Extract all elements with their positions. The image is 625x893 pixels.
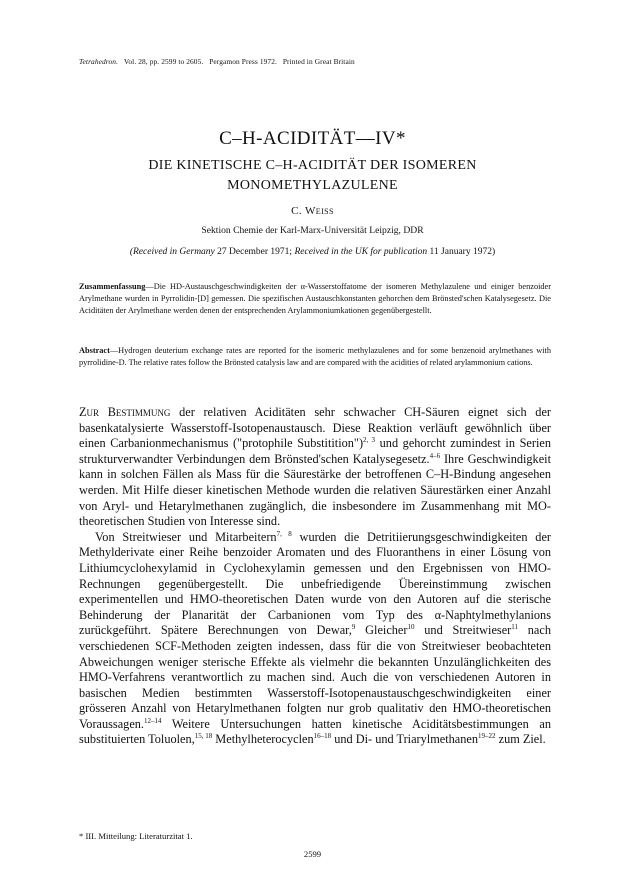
paragraph-1-text-b: und gehorcht zumindest in Serien strukturverwandter Verbindungen dem Brönsted'schen Katalysegesetz. bbox=[79, 436, 551, 466]
paragraph-2-text-h: und Di- und Triarylmethanen bbox=[331, 732, 479, 747]
journal-printed: Printed in Great Britain bbox=[282, 57, 355, 66]
paragraph-2-text-e: nach verschiedenen SCF-Methoden zeigten indessen, dass für die von Streitwieser beobachteten Abweichungen weniger sterische Effekte als vielmehr die bekannten Unzulänglichkeiten des HMO-Verfahrens verantwortlich zu machen sind. Auch die von verschiedenen Autoren in basischen Medien bestimmten Wasserstoff-Isotopenaustauschgeschwindigkeiten einer grösseren Anzahl von Hetarylmethanen folgten nur grob qualitativ den HMO-theoretischen Voraussagen. bbox=[79, 623, 551, 731]
paragraph-2-text-c: Gleicher bbox=[355, 623, 408, 638]
paragraph-2-text-d: und Streitwieser bbox=[414, 623, 512, 638]
received-dates bbox=[0, 247, 625, 257]
body-text bbox=[79, 405, 551, 748]
abstract-german-text: —Die HD-Austauschgeschwindigkeiten der α-Wasserstoffatome der isomeren Methylazulene und einiger benzoider Arylmethane wurden in Pyrrolidin-[D] gemessen. Die spezifischen Austauschkonstanten gehorchen dem Brönsted'schen Katalysegesetz. Die Aciditäten der Arylmethane werden denen der entsprechenden Arylammoniumkationen gegenübergestellt. bbox=[79, 282, 551, 316]
author-name: C. Weiss bbox=[291, 205, 334, 217]
reference-marker: 7, 8 bbox=[276, 529, 292, 538]
paragraph-2-text-i: zum Ziel. bbox=[495, 732, 546, 747]
author-affiliation: Sektion Chemie der Karl-Marx-Universität Leipzig, DDR bbox=[201, 225, 424, 236]
reference-marker: 10 bbox=[407, 623, 415, 632]
footnote: * III. Mitteilung: Literaturzitat 1. bbox=[79, 831, 193, 841]
paragraph-2 bbox=[79, 530, 551, 748]
paragraph-1-text-c: Ihre Geschwindigkeit kann in solchen Fällen als Mass für die Säurestärke der betroffenen C–H-Bindung angesehen werden. Mit Hilfe dieser kinetischen Methode wurden die relativen Säurestärken einer Anzahl von Aryl- und Hetarylmethanen zugänglich, die insbesondere im Zusammenhang mit MO-theoretischen Studien von Interesse sind. bbox=[79, 451, 551, 529]
subtitle-line-1: DIE KINETISCHE C–H-ACIDITÄT DER ISOMEREN bbox=[148, 158, 477, 173]
journal-publisher: Pergamon Press 1972. bbox=[209, 57, 277, 66]
received-date-1: 27 December 1971; bbox=[217, 247, 293, 257]
paragraph-1-text-a: der relativen Aciditäten sehr schwacher CH-Säuren eignet sich der basenkatalysierte Wasserstoff-Isotopenaustausch. Diese Reaktion verläuft gewöhnlich über einen Carbanionmechanismus ("protophile Substitition") bbox=[79, 405, 551, 451]
paragraph-2-text-g: Methylheterocyclen bbox=[212, 732, 314, 747]
paragraph-2-text-a: Von Streitwieser und Mitarbeitern bbox=[95, 529, 277, 544]
paper-subtitle bbox=[0, 156, 625, 196]
abstract-german bbox=[79, 281, 551, 318]
received-part-1: (Received in Germany bbox=[129, 247, 215, 257]
journal-citation: Vol. 28, pp. 2599 to 2605. bbox=[123, 57, 204, 66]
subtitle-line-2: MONOMETHYLAZULENE bbox=[227, 178, 398, 193]
paragraph-2-text-f: Weitere Untersuchungen hatten kinetische Aciditätsbestimmungen an substituierten Toluolen, bbox=[79, 716, 551, 747]
paper-title: C–H-ACIDITÄT—IV* bbox=[219, 128, 406, 149]
abstract-english-text: —Hydrogen deuterium exchange rates are reported for the isomeric methylazulenes and for some benzenoid arylmethanes with pyrrolidine-D. The relative rates follow the Brönsted catalysis law and are compared with the acidities of related arylammonium cations. bbox=[79, 346, 551, 368]
reference-marker: 19–22 bbox=[478, 732, 496, 741]
reference-marker: 9 bbox=[351, 623, 356, 632]
reference-marker: 4–6 bbox=[429, 451, 441, 460]
reference-marker: 15, 18 bbox=[194, 732, 213, 741]
reference-marker: 12–14 bbox=[144, 716, 162, 725]
paragraph-2-text-b: wurden die Detritiierungsgeschwindigkeiten der Methylderivate einer Reihe benzoider Aromaten und des Fluoranthens in einer Lösung von Lithiumcyclohexylamid in Cyclohexylamin gemessen und den Ergebnissen von HMO-Rechnungen gegenübergestellt. Die unbefriedigende Übereinstimmung zwischen experimentellen und HMO-theoretischen Daten wurde von den Autoren auf die sterische Behinderung der Planarität der Carbanionen vom Typ des α-Naphtylmethylanions zurückgeführt. Spätere Berechnungen von Dewar, bbox=[79, 529, 551, 638]
abstract-english-label: Abstract bbox=[79, 346, 110, 355]
reference-marker: 11 bbox=[511, 623, 518, 632]
paragraph-1-lead: Zur Bestimmung bbox=[79, 405, 171, 419]
page-number: 2599 bbox=[303, 849, 322, 859]
received-part-2: Received in the UK for publication bbox=[294, 247, 428, 257]
journal-name: Tetrahedron. bbox=[79, 57, 119, 66]
abstract-english bbox=[79, 345, 551, 369]
abstract-german-label: Zusammenfassung bbox=[79, 282, 146, 291]
paragraph-1 bbox=[79, 405, 551, 530]
journal-header bbox=[79, 57, 355, 66]
reference-marker: 16–18 bbox=[313, 732, 332, 741]
received-date-2: 11 January 1972) bbox=[429, 247, 496, 257]
reference-marker: 2, 3 bbox=[363, 436, 376, 445]
